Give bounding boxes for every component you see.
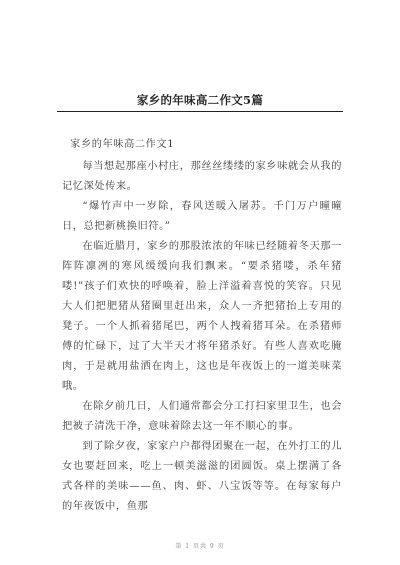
paragraph: 到了除夕夜，家家户户都得团聚在一起，在外打工的儿女也要赶回来，吃上一顿美滋滋的团圆饭。桌上摆满了各式各样的美味——鱼、肉、虾、八宝饭等等。在每家每户的年夜饭中，鱼那 [62,441,342,512]
paragraph: “爆竹声中一岁除，春风送暖入屠苏。千门万户曈曈日，总把新桃换旧符。” [62,201,342,232]
paragraph: 每当想起那座小村庄，那丝丝缕缕的家乡味就会从我的记忆深处传来。 [62,161,342,192]
paragraph: 在临近腊月，家乡的那股浓浓的年味已经随着冬天那一阵阵凛冽的寒风缓缓向我们飘来。“要杀猪喽，杀年猪喽!”孩子们欢快的呼唤着，脸上洋溢着喜悦的笑容。只见大人们把肥猪从猪圈里赶出来，众人一齐把猪抬上专用的凳子。一个人抓着猪尾巴，两个人拽着猪耳朵。在杀猪师傅的忙碌下，过了大半天才将年猪杀好。有些人喜欢吃腌肉，于是就用盐洒在肉上，这也是年夜饭上的一道美味菜哦。 [62,241,342,392]
page-title: 家乡的年味高二作文5篇 [136,93,264,107]
section-subtitle: 家乡的年味高二作文1 [70,139,175,150]
article-body [62,135,342,517]
paragraph: 在除夕前几日，人们通常都会分工打扫家里卫生，也会把被子清洗干净，意味着除去这一年不顺心的事。 [62,401,342,432]
page-number-footer: 第 1 页共 9 页 [175,543,225,550]
title-divider [57,111,343,112]
